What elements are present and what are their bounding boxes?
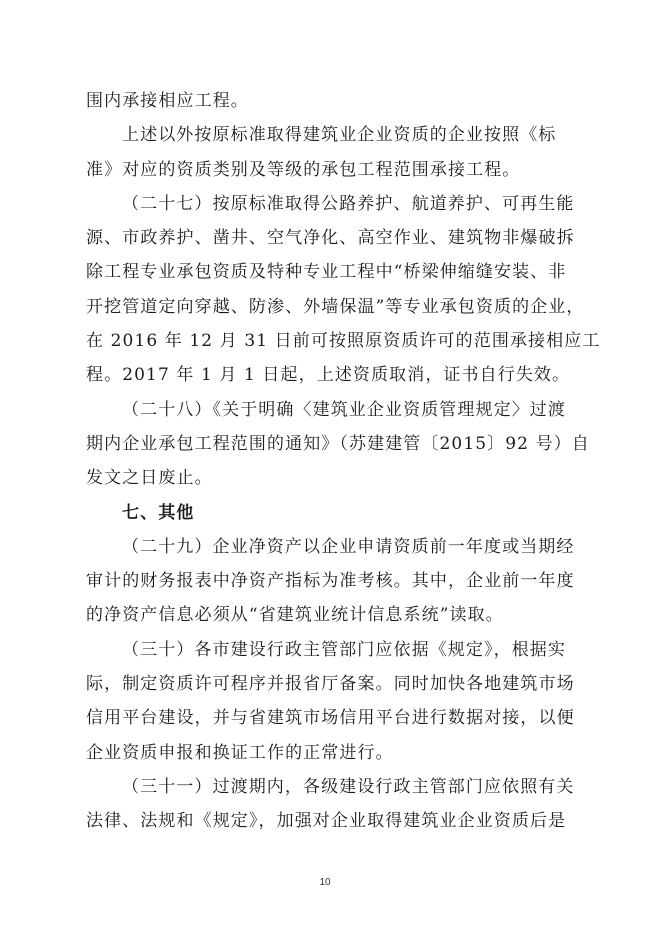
text-line: 围内承接相应工程。 [86, 91, 249, 111]
text-line: 际，制定资质许可程序并报省厅备案。同时加快各地建筑市场 [86, 674, 575, 695]
text-line: 信用平台建设，并与省建筑市场信用平台进行数据对接，以便 [86, 708, 575, 729]
text-line: （三十）各市建设行政主管部门应依据《规定》，根据实 [122, 639, 566, 660]
text-line: （三十一）过渡期内，各级建设行政主管部门应依照有关 [122, 776, 575, 797]
text-line: 发文之日废止。 [86, 468, 213, 489]
text-line: 的净资产信息必须从“省建筑业统计信息系统”读取。 [86, 605, 504, 626]
text-line: （二十九）企业净资产以企业申请资质前一年度或当期经 [122, 536, 575, 557]
section-heading-other [86, 496, 570, 530]
paragraph-item-28 [86, 393, 590, 496]
text-line: 准》对应的资质类别及等级的承包工程范围承接工程。 [86, 159, 521, 180]
text-line: 开挖管道定向穿越、防渗、外墙保温”等专业承包资质的企业， [86, 296, 585, 317]
text-line: 除工程专业承包资质及特种专业工程中“桥梁伸缩缝安装、非 [86, 262, 567, 283]
paragraph-continuation [86, 84, 570, 118]
paragraph-item-30 [86, 633, 575, 770]
paragraph-item-29 [86, 530, 575, 633]
paragraph-item-27 [86, 187, 601, 393]
text-line: 法律、法规和《规定》，加强对企业取得建筑业企业资质后是 [86, 811, 567, 832]
text-line: 在 2016 年 12 月 31 日前可按照原资质许可的范围承接相应工 [86, 331, 601, 352]
text-line: 程。2017 年 1 月 1 日起，上述资质取消，证书自行失效。 [86, 365, 571, 386]
text-line: 审计的财务报表中净资产指标为准考核。其中，企业前一年度 [86, 571, 575, 592]
text-line: （二十八）《关于明确〈建筑业企业资质管理规定〉过渡 [122, 399, 566, 420]
heading-text: 七、其他 [122, 502, 195, 523]
text-line: 上述以外按原标准取得建筑业企业资质的企业按照《标 [122, 125, 557, 146]
paragraph-item-31 [86, 770, 575, 839]
page-number: 10 [319, 877, 331, 888]
text-line: 企业资质申报和换证工作的正常进行。 [86, 742, 394, 763]
paragraph-standard-scope [86, 118, 570, 187]
text-line: （二十七）按原标准取得公路养护、航道养护、可再生能 [122, 193, 575, 214]
text-line: 期内企业承包工程范围的通知》（苏建建管〔2015〕92 号）自 [86, 433, 590, 454]
text-line: 源、市政养护、凿井、空气净化、高空作业、建筑物非爆破拆 [86, 228, 575, 249]
document-body [86, 84, 601, 839]
